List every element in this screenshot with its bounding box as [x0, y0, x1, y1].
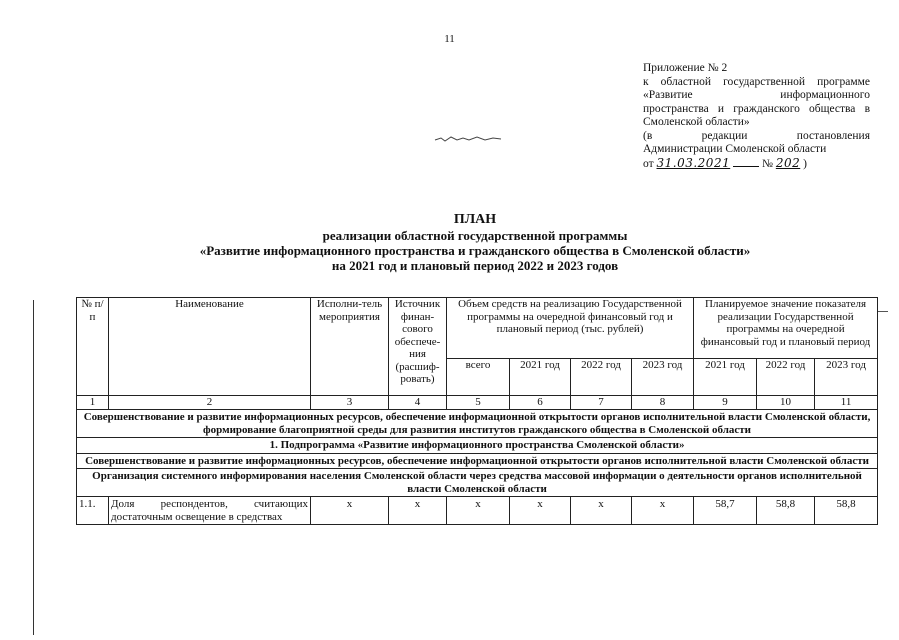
header-total: всего [447, 359, 510, 396]
date-underline [733, 166, 759, 167]
header-num: № п/п [77, 298, 109, 396]
subprogram-title: 1. Подпрограмма «Развитие информационного пространства Смоленской области» [77, 438, 878, 454]
title-plan: ПЛАН [453, 212, 497, 227]
column-number: 5 [447, 396, 510, 410]
appendix-date-line [643, 157, 870, 172]
appendix-line: пространства и гражданского общества в [643, 102, 870, 115]
appendix-line: Смоленской области» [643, 116, 750, 128]
plan-table [76, 297, 878, 525]
from-label: от [643, 157, 654, 170]
header-ind-year-2023: 2023 год [815, 359, 878, 396]
table-row [77, 497, 878, 525]
section-row [77, 453, 878, 469]
document-title [90, 212, 860, 273]
handwritten-date: 31.03.2021 [656, 155, 731, 170]
appendix-line: «Развитие информационного [643, 89, 870, 101]
title-line: «Развитие информационного пространства и гражданского общества в Смоленской области» [199, 243, 751, 258]
column-number: 4 [389, 396, 447, 410]
header-source-top: Источник финан-сового обеспече-ния [394, 298, 441, 360]
title-line: на 2021 год и плановый период 2022 и 2023 годов [331, 258, 619, 273]
column-number: 11 [815, 396, 878, 410]
row-year-2021: х [510, 497, 571, 525]
row-name: Доля респондентов, считающих достаточным освещение в средствах [109, 497, 311, 525]
header-year-2022: 2022 год [571, 359, 632, 396]
column-number-row [77, 396, 878, 410]
row-year-2022: х [571, 497, 632, 525]
section-row [77, 469, 878, 497]
section-row [77, 410, 878, 438]
margin-mark [878, 311, 888, 312]
section-activity: Организация системного информирования населения Смоленской области через средства массовой информации о деятельности органов исполнительной власти Смоленской области [77, 469, 878, 497]
header-ind-year-2021: 2021 год [694, 359, 757, 396]
header-source-bottom: (расшиф-ровать) [395, 360, 440, 385]
title-line: реализации областной государственной программы [322, 228, 628, 243]
page-number: 11 [444, 33, 455, 45]
appendix-line: (в редакции постановления [643, 129, 870, 142]
number-label: № [761, 157, 773, 170]
header-year-2021: 2021 год [510, 359, 571, 396]
section-task: Совершенствование и развитие информационных ресурсов, обеспечение информационной открытости органов исполнительной власти Смоленской области [77, 453, 878, 469]
header-name: Наименование [109, 298, 311, 396]
header-executor: Исполни-тель мероприятия [311, 298, 389, 396]
handwritten-number: 202 [775, 155, 801, 170]
row-num: 1.1. [77, 497, 109, 525]
column-number: 8 [632, 396, 694, 410]
header-row [77, 298, 878, 359]
column-number: 2 [109, 396, 311, 410]
margin-line [33, 300, 34, 635]
row-year-2023: х [632, 497, 694, 525]
row-ind-2022: 58,8 [757, 497, 815, 525]
row-ind-2021: 58,7 [694, 497, 757, 525]
ink-scribble-icon [433, 134, 503, 144]
column-number: 3 [311, 396, 389, 410]
row-executor: х [311, 497, 389, 525]
column-number: 10 [757, 396, 815, 410]
row-source: х [389, 497, 447, 525]
header-source [389, 298, 447, 396]
column-number: 9 [694, 396, 757, 410]
header-volume: Объем средств на реализацию Государственной программы на очередной финансовый год и плановый период (тыс. рублей) [447, 298, 694, 359]
header-year-2023: 2023 год [632, 359, 694, 396]
appendix-line: Приложение № 2 [643, 62, 728, 74]
row-total: х [447, 497, 510, 525]
appendix-block [643, 62, 870, 171]
column-number: 1 [77, 396, 109, 410]
header-ind-year-2022: 2022 год [757, 359, 815, 396]
row-ind-2023: 58,8 [815, 497, 878, 525]
header-indicator: Планируемое значение показателя реализации Государственной программы на очередной финансовый год и плановый период [694, 298, 878, 359]
column-number: 6 [510, 396, 571, 410]
section-goal: Совершенствование и развитие информационных ресурсов, обеспечение информационной открытости органов исполнительной власти Смоленской области, формирование благоприятной среды для развития институтов гражданского общества в Смоленской области [77, 410, 878, 438]
appendix-line: Администрации Смоленской области [643, 143, 827, 155]
section-row [77, 438, 878, 454]
close-paren: ) [803, 157, 807, 170]
appendix-line: к областной государственной программе [643, 75, 870, 88]
column-number: 7 [571, 396, 632, 410]
